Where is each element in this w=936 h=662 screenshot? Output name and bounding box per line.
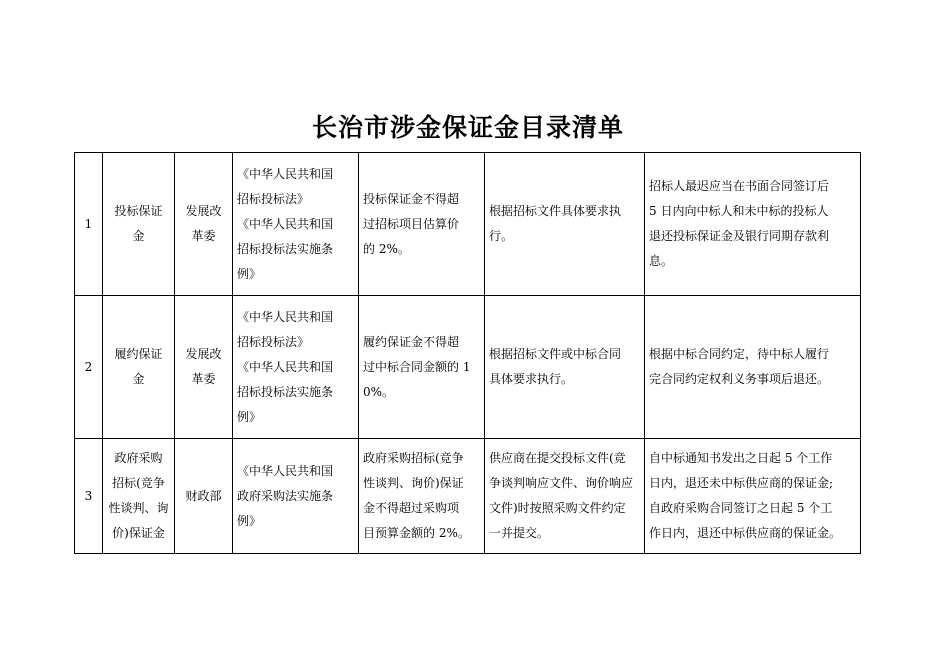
deposit-name: 政府采购 招标(竞争 性谈判、询 价)保证金: [103, 439, 175, 554]
deposit-catalog-table: [74, 152, 861, 554]
table-row: [75, 439, 861, 554]
collection-standard: 履约保证金不得超 过中标合同金额的 1 0%。: [359, 296, 485, 439]
row-number: 1: [75, 153, 103, 296]
legal-basis: 《中华人民共和国 招标投标法》 《中华人民共和国 招标投标法实施条 例》: [233, 153, 359, 296]
row-number: 3: [75, 439, 103, 554]
legal-basis: 《中华人民共和国 招标投标法》 《中华人民共和国 招标投标法实施条 例》: [233, 296, 359, 439]
deposit-name: 投标保证 金: [103, 153, 175, 296]
collection-standard: 投标保证金不得超 过招标项目估算价 的 2%。: [359, 153, 485, 296]
refund-rule: 自中标通知书发出之日起 5 个工作 日内，退还未中标供应商的保证金; 自政府采购合同签订之日起 5 个工 作日内，退还中标供应商的保证金。: [645, 439, 861, 554]
table-row: [75, 296, 861, 439]
refund-rule: 根据中标合同约定，待中标人履行 完合同约定权利义务事项后退还。: [645, 296, 861, 439]
collection-standard: 政府采购招标(竞争 性谈判、询价)保证 金不得超过采购项 目预算金额的 2%。: [359, 439, 485, 554]
row-number: 2: [75, 296, 103, 439]
deposit-name: 履约保证 金: [103, 296, 175, 439]
page-title: 长治市涉金保证金目录清单: [311, 113, 624, 142]
department: 发展改 革委: [175, 296, 233, 439]
legal-basis: 《中华人民共和国 政府采购法实施条 例》: [233, 439, 359, 554]
refund-rule: 招标人最迟应当在书面合同签订后 5 日内向中标人和未中标的投标人 退还投标保证金及银行同期存款利 息。: [645, 153, 861, 296]
collection-method: 根据招标文件具体要求执 行。: [485, 153, 645, 296]
department: 财政部: [175, 439, 233, 554]
collection-method: 供应商在提交投标文件(竞 争谈判响应文件、询价响应 文件)时按照采购文件约定 一并提交。: [485, 439, 645, 554]
table-row: [75, 153, 861, 296]
department: 发展改 革委: [175, 153, 233, 296]
collection-method: 根据招标文件或中标合同 具体要求执行。: [485, 296, 645, 439]
